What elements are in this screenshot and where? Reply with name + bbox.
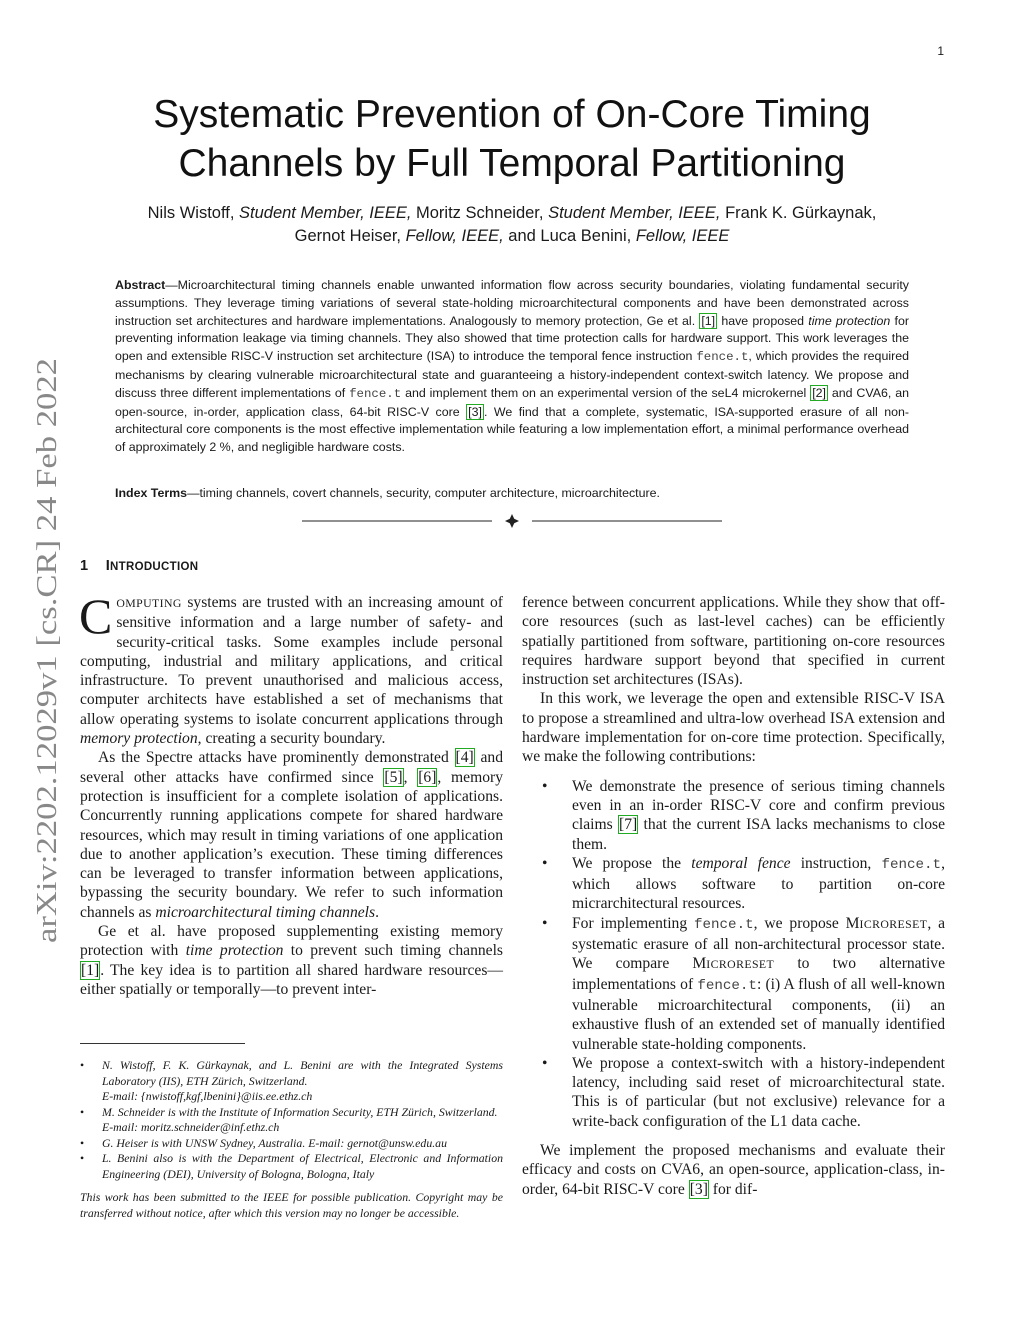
section-heading (80, 558, 198, 574)
footnote-item (80, 1105, 503, 1136)
section-title-rest: NTRODUCTION (110, 561, 199, 573)
submission-notice: This work has been submitted to the IEEE for possible publication. Copyright may be transferred without notice, after which this version may no longer be accessible. (80, 1190, 503, 1220)
list-item (522, 854, 945, 914)
bullet: • (80, 1135, 85, 1150)
separator-svg (302, 510, 722, 532)
title-line-2: Channels by Full Temporal Partitioning (178, 142, 846, 185)
body-text: , we propose M (753, 914, 860, 932)
index-terms-label: Index Terms (115, 486, 188, 500)
body-text: For implementing (572, 914, 694, 932)
footnote-email: E-mail: moritz.schneider@inf.ethz.ch (102, 1120, 280, 1134)
body-emphasis: memory protection (80, 730, 198, 748)
body-text: : (i) A flush of all well-known vulnerable microarchitectural components, (ii) an exhaustive flush of an extended set of manually identified vulnerable state-holding components. (572, 975, 946, 1053)
citation-link[interactable]: [1] (81, 961, 100, 979)
paragraph: In this work, we leverage the open and extensible RISC-V ISA to propose a streamlined and ultra-low overhead ISA extension and hardware implementation for on-core time protection. Specifically, we make the following contributions: (522, 690, 945, 766)
title-line-1: Systematic Prevention of On-Core Timing (153, 93, 871, 136)
body-text: , which allows software to partition on-core micrarchitectural resources. (572, 854, 945, 913)
body-text: systems are trusted with an increasing amount of sensitive information and a large number of safety- and security-critical tasks. Some examples include personal computing, industrial and military applications, and critical infrastructure. To prevent unauthorised and malicious access, computer architects have established a set of mechanisms that allow operating systems to isolate concurrent applications through (80, 594, 503, 728)
list-item (522, 1054, 945, 1131)
bullet: • (542, 1054, 548, 1072)
abstract-text: and CVA6, an open-source, in-order, application class, 64-bit RISC-V core (115, 385, 909, 419)
author-role: Fellow, IEEE (635, 227, 730, 245)
affiliation-list (80, 1058, 503, 1182)
citation-link[interactable]: [3] (468, 404, 482, 419)
body-text: We implement the proposed mechanisms and evaluate their efficacy and costs on CVA6, an open-source, application-class, in-order, 64-bit RISC-V core (522, 1142, 945, 1198)
author-list (100, 202, 924, 248)
body-text: . The key idea is to partition all shared hardware resources—either spatially or temporally—to prevent inter- (80, 961, 503, 998)
citation-link[interactable]: [5] (384, 768, 403, 786)
code-fence-t: fence.t (881, 856, 942, 873)
index-terms (115, 485, 909, 503)
body-text: and several other attacks have confirmed since (80, 749, 503, 786)
body-text: , (403, 768, 418, 786)
paragraph (79, 588, 503, 748)
footnote-email: E-mail: {nwistoff,kgf,lbenini}@iis.ee.ethz.ch (102, 1089, 313, 1103)
paragraph (80, 922, 503, 999)
code-fence-t: fence.t (349, 386, 402, 401)
bullet: • (80, 1104, 85, 1119)
bullet: • (80, 1058, 85, 1072)
code-fence-t: fence.t (696, 350, 749, 365)
abstract-text: . We find that a complete, systematic, ISA-supported erasure of all non-architectural core components is the most effective implementation while featuring a low implementation effort, a minimal performance overhead of approximately 2 %, and negligible hardware costs. (115, 404, 909, 455)
arxiv-stamp (18, 355, 73, 945)
body-text: We propose a context-switch with a history-independent latency, including said reset of microarchitectural state. This is of particular (but not exclusive) relevance for a write-back configuration of the L1 data cache. (572, 1054, 945, 1130)
paragraph (522, 1141, 945, 1199)
footnote-rule (80, 1043, 245, 1044)
abstract-emphasis: time protection (808, 313, 891, 328)
smallcaps-microreset: ICRORESET (706, 957, 775, 972)
body-emphasis: microarchitectural timing channels (155, 903, 376, 921)
body-text: , a systematic erasure of all non-architectural processor state. We compare M (572, 914, 946, 973)
lead-smallcaps: OMPUTING (116, 596, 182, 610)
section-separator (302, 510, 722, 532)
footnote-item (80, 1136, 503, 1152)
body-text: , memory protection is insufficient for a complete isolation of applications. Concurrently running applications compete for shared hardware resources, which may result in timing variations of one application due to another application’s execution. These timing differences can be leveraged to transfer information between applications, bypassing the security boundary. We refer to such information channels as (80, 768, 503, 921)
paper-title (100, 90, 924, 188)
abstract-text: —Microarchitectural timing channels enable unwanted information flow across security boundaries, violating fundamental security assumptions. They leverage timing variations of several state-holding microarchitectural components and have been demonstrated across instruction set architectures and hardware implementations. Analogously to memory protection, Ge et al. (115, 278, 909, 328)
list-item (522, 914, 945, 1054)
right-column (522, 593, 945, 1199)
section-number: 1 (80, 558, 89, 574)
citation-link[interactable]: [6] (418, 768, 437, 786)
body-text: for dif- (708, 1180, 758, 1198)
left-column (79, 588, 503, 999)
citation-link[interactable]: [2] (812, 385, 826, 400)
citation-link[interactable]: [1] (701, 313, 716, 328)
author-role: Fellow, IEEE, (405, 227, 504, 245)
index-terms-text: —timing channels, covert channels, security, computer architecture, microarchitecture. (187, 486, 660, 500)
body-emphasis: temporal fence (691, 854, 791, 872)
abstract-text: , which provides the required mechanisms by clearing vulnerable microarchitectural state and guaranteeing a history-independent context-switch latency. We propose and discuss three different implementations of (115, 349, 909, 400)
body-text: instruction, (790, 854, 882, 872)
footnote-text: M. Schneider is with the Institute of Information Security, ETH Zürich, Switzerland. (102, 1104, 498, 1119)
body-text: We demonstrate the presence of serious timing channels even in an in-order RISC-V core and confirm previous claims (572, 777, 945, 834)
abstract-text: for preventing information leakage via timing channels. They also showed that time protection calls for hardware support. This work leverages the open and extensible RISC-V instruction set architecture (ISA) to introduce the temporal fence instruction (115, 313, 909, 364)
author-name: and Luca Benini, (503, 227, 636, 245)
author-name: Gernot Heiser, (294, 227, 406, 245)
body-text: . (375, 903, 379, 921)
body-text: to two alternative implementations of (572, 955, 945, 993)
abstract-text: and implement them on an experimental version of the seL4 microkernel (401, 385, 811, 400)
drop-cap: C (79, 588, 113, 644)
abstract-text: have proposed (717, 313, 809, 328)
body-text: As the Spectre attacks have prominently demonstrated (98, 749, 455, 767)
smallcaps-microreset: ICRORESET (859, 916, 928, 931)
abstract (115, 277, 909, 457)
paragraph: ference between concurrent applications. While they show that off-core resources (such as last-level caches) can be efficiently spatially partitioned from software, partitioning on-core resources requires hardware support beyond that specified in current instruction set architectures (ISAs). (522, 594, 945, 689)
arxiv-stamp-svg (18, 355, 73, 945)
bullet: • (542, 777, 548, 795)
footnote-item (80, 1058, 503, 1105)
paragraph (80, 748, 503, 922)
diamond-star-icon (505, 514, 519, 528)
author-role: Student Member, IEEE, (548, 204, 721, 222)
footnote-text: G. Heiser is with UNSW Sydney, Australia. E-mail: gernot@unsw.edu.au (102, 1135, 447, 1150)
author-name: Nils Wistoff, (147, 204, 239, 222)
author-name: Moritz Schneider, (411, 204, 549, 222)
bullet: • (542, 914, 548, 932)
body-text: We propose the (572, 854, 692, 872)
bullet: • (542, 854, 548, 872)
footnote-item (80, 1151, 503, 1182)
arxiv-identifier: arXiv:2202.12029v1 [cs.CR] 24 Feb 2022 (31, 453, 63, 943)
footnotes (80, 1058, 503, 1221)
body-text: Ge et al. have proposed supplementing existing memory protection with (80, 923, 503, 960)
abstract-label: Abstract (115, 278, 166, 292)
citation-link[interactable]: [3] (689, 1180, 708, 1198)
body-text: that the current ISA lacks mechanisms to close them. (572, 816, 946, 853)
body-text: to prevent such timing channels (283, 942, 503, 960)
page-number: 1 (937, 44, 944, 58)
authors-line-2 (100, 225, 924, 248)
bullet: • (80, 1151, 85, 1165)
authors-line-1 (100, 202, 924, 225)
body-emphasis: time protection (185, 942, 284, 960)
author-role: Student Member, IEEE, (239, 204, 412, 222)
list-item (522, 777, 945, 854)
citation-link[interactable]: [7] (619, 816, 638, 834)
code-fence-t: fence.t (697, 977, 757, 994)
section-title-cap: I (105, 558, 111, 574)
code-fence-t: fence.t (694, 916, 754, 933)
author-name: Frank K. Gürkaynak, (720, 204, 877, 222)
contributions-list (522, 777, 945, 1131)
body-text: , creating a security boundary. (197, 730, 386, 748)
citation-link[interactable]: [4] (455, 749, 474, 767)
footnote-text: N. Wistoff, F. K. Gürkaynak, and L. Benini are with the Integrated Systems Laboratory (IIS), ETH Zürich, Switzerland. (102, 1058, 503, 1088)
footnote-text: L. Benini also is with the Department of Electrical, Electronic and Information Engineering (DEI), University of Bologna, Bologna, Italy (102, 1151, 503, 1181)
